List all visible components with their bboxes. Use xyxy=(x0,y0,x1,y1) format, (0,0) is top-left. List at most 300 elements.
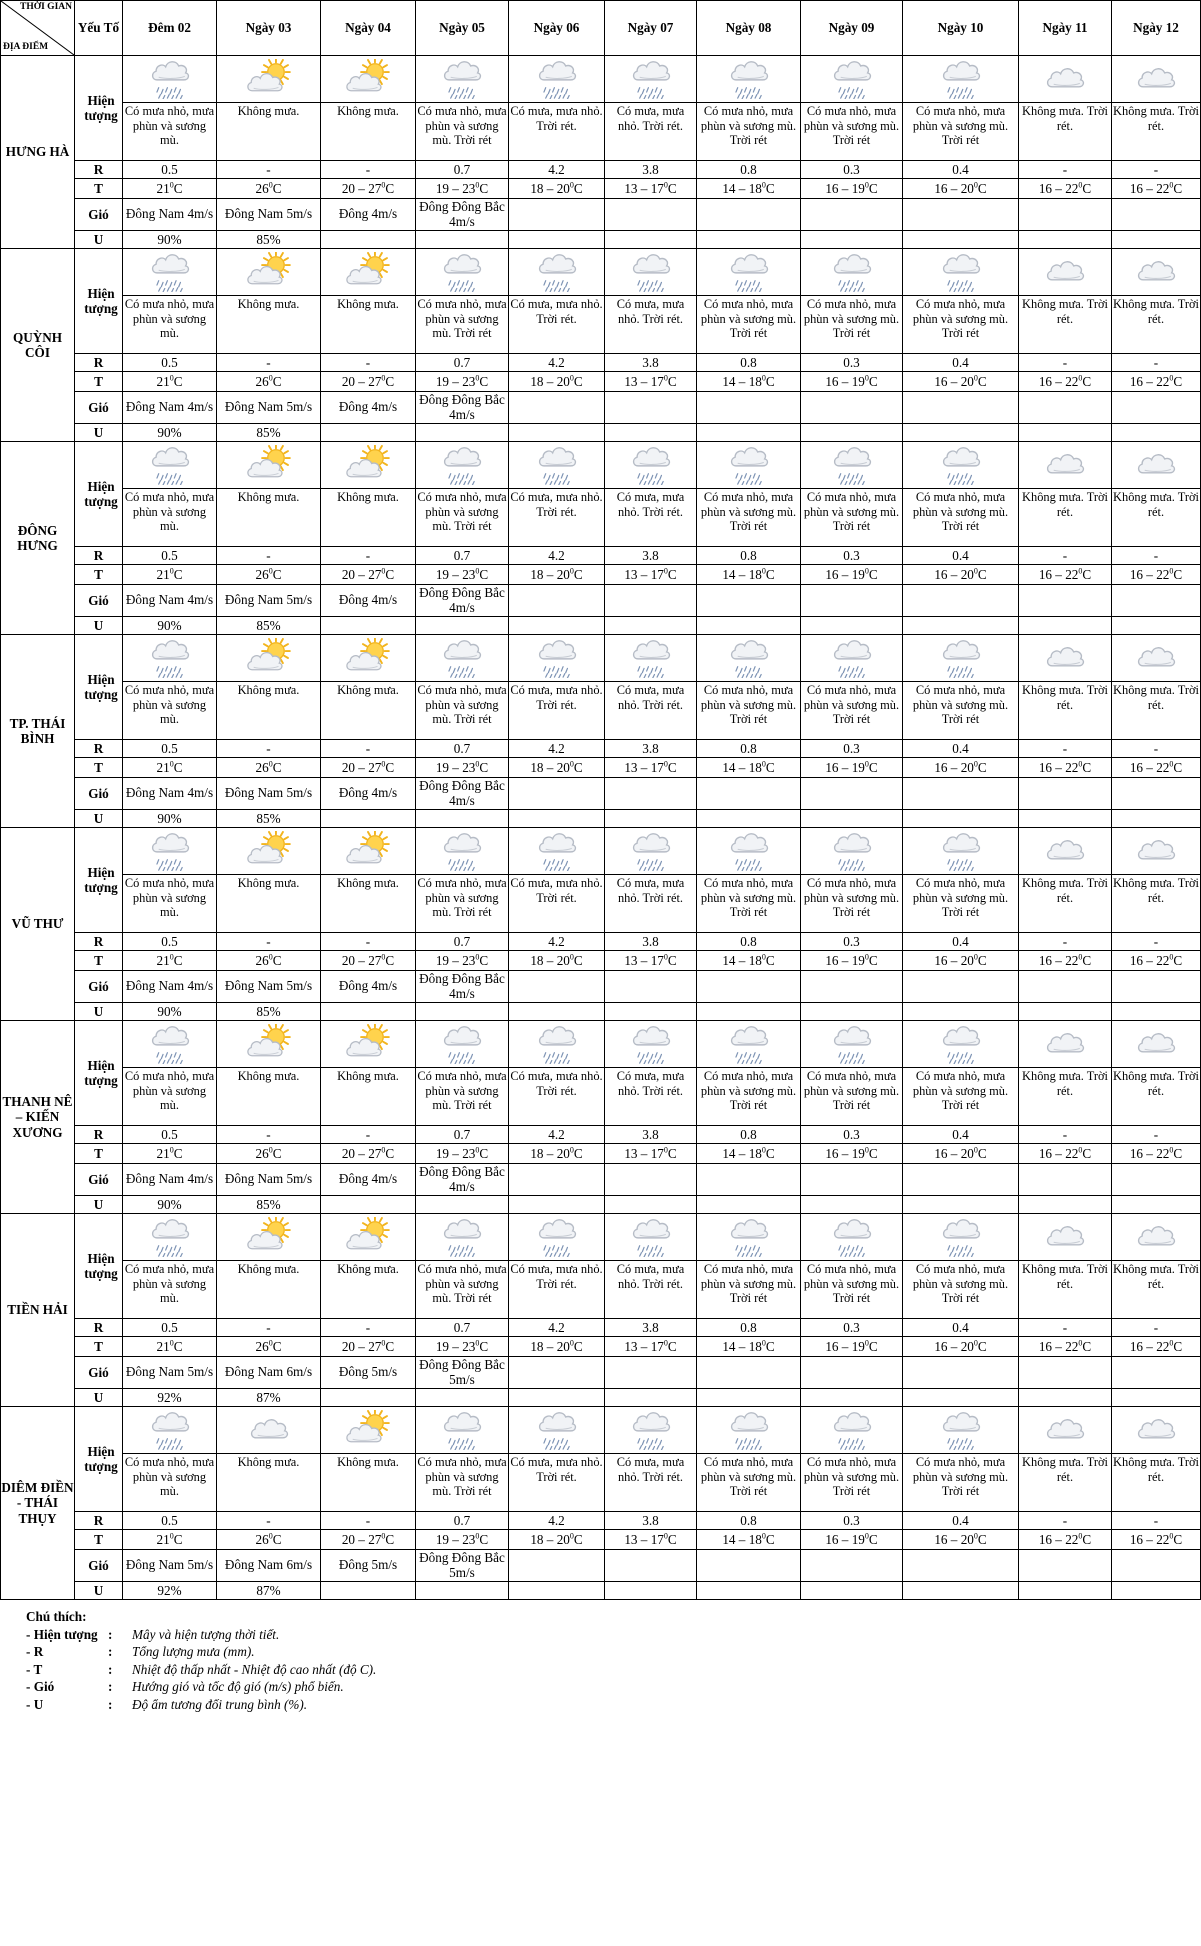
temp-value: 14 – 18 xyxy=(722,1531,762,1547)
description-cell: Không mưa. xyxy=(217,875,321,933)
label-t: T xyxy=(75,372,123,392)
degree-sign: 0 xyxy=(1078,180,1083,190)
temp-value: 21 xyxy=(156,759,170,775)
temp-cell xyxy=(321,372,416,392)
weather-cell xyxy=(321,249,416,296)
description-cell: Có mưa nhỏ, mưa phùn và sương mù. xyxy=(123,103,217,161)
humidity-row xyxy=(1,231,1201,249)
temp-value: 19 – 23 xyxy=(435,1145,476,1161)
rain-cell: 0.5 xyxy=(123,933,217,951)
temp-unit: C xyxy=(977,180,987,196)
temp-unit: C xyxy=(479,180,489,196)
temp-cell xyxy=(1019,758,1112,778)
temp-unit: C xyxy=(385,373,395,389)
temp-value: 16 – 20 xyxy=(934,373,974,389)
temp-value: 13 – 17 xyxy=(624,1531,664,1547)
wind-cell: Đông Đông Bắc 4m/s xyxy=(416,971,509,1003)
humidity-cell xyxy=(1019,1003,1112,1021)
temp-unit: C xyxy=(173,373,183,389)
rain-cloud-icon xyxy=(697,1217,800,1257)
weather-cell xyxy=(217,56,321,103)
rain-cell: - xyxy=(321,161,416,179)
humidity-cell: 85% xyxy=(217,231,321,249)
description-cell: Có mưa nhỏ, mưa phùn và sương mù. Trời rét xyxy=(801,1261,903,1319)
temp-cell xyxy=(903,951,1019,971)
weather-cell xyxy=(217,635,321,682)
temp-unit: C xyxy=(667,1338,677,1354)
weather-cell xyxy=(697,1021,801,1068)
weather-cell xyxy=(509,442,605,489)
note-key: - Hiện tượng xyxy=(26,1626,98,1642)
degree-sign: 0 xyxy=(381,373,386,383)
rain-cell: 3.8 xyxy=(605,161,697,179)
humidity-cell xyxy=(903,231,1019,249)
rain-cell: - xyxy=(217,1512,321,1530)
temp-value: 26 xyxy=(255,1145,269,1161)
rain-cloud-icon xyxy=(903,638,1018,678)
humidity-cell xyxy=(605,1389,697,1407)
humidity-cell xyxy=(697,424,801,442)
day-header: Đêm 02 xyxy=(123,1,217,56)
degree-sign: 0 xyxy=(864,952,869,962)
partly-sunny-icon xyxy=(321,1024,415,1064)
degree-sign: 0 xyxy=(973,180,978,190)
degree-sign: 0 xyxy=(169,952,174,962)
degree-sign: 0 xyxy=(663,373,668,383)
description-cell: Có mưa nhỏ, mưa phùn và sương mù. Trời rét xyxy=(801,489,903,547)
degree-sign: 0 xyxy=(381,1145,386,1155)
wind-cell xyxy=(903,971,1019,1003)
humidity-cell xyxy=(801,1003,903,1021)
rain-cell: - xyxy=(321,1512,416,1530)
cloudy-icon xyxy=(1019,59,1111,99)
rain-row xyxy=(1,1126,1201,1144)
degree-sign: 0 xyxy=(663,1145,668,1155)
temp-unit: C xyxy=(385,566,395,582)
wind-cell: Đông Nam 4m/s xyxy=(123,778,217,810)
location-icon-row xyxy=(1,1021,1201,1068)
description-cell: Có mưa nhỏ, mưa phùn và sương mù. Trời rét xyxy=(416,103,509,161)
rain-cell: 0.3 xyxy=(801,1319,903,1337)
temp-unit: C xyxy=(977,373,987,389)
temp-unit: C xyxy=(868,180,878,196)
degree-sign: 0 xyxy=(569,180,574,190)
rain-cell: 4.2 xyxy=(509,1319,605,1337)
description-cell: Có mưa nhỏ, mưa phùn và sương mù. Trời rét xyxy=(416,682,509,740)
temp-cell xyxy=(416,1337,509,1357)
temp-value: 16 – 20 xyxy=(934,1145,974,1161)
temp-unit: C xyxy=(1173,566,1183,582)
rain-cell: 0.7 xyxy=(416,1512,509,1530)
humidity-cell: 85% xyxy=(217,1196,321,1214)
degree-sign: 0 xyxy=(864,1145,869,1155)
humidity-cell xyxy=(321,1582,416,1600)
cloudy-icon xyxy=(1112,59,1200,99)
degree-sign: 0 xyxy=(475,1338,480,1348)
day-header: Ngày 09 xyxy=(801,1,903,56)
description-cell: Có mưa nhỏ, mưa phùn và sương mù. Trời rét xyxy=(416,1068,509,1126)
temp-value: 16 – 22 xyxy=(1129,1145,1170,1161)
note-text: Nhiệt độ thấp nhất - Nhiệt độ cao nhất (độ C). xyxy=(132,1661,377,1677)
temp-value: 26 xyxy=(255,1338,269,1354)
wind-cell xyxy=(1019,1550,1112,1582)
temp-cell xyxy=(697,951,801,971)
weather-cell xyxy=(416,442,509,489)
temp-unit: C xyxy=(479,1145,489,1161)
label-hien-tuong: Hiện tượng xyxy=(75,828,123,933)
description-cell: Có mưa nhỏ, mưa phùn và sương mù. Trời rét xyxy=(697,1454,801,1512)
rain-cell: - xyxy=(1112,161,1201,179)
temp-value: 14 – 18 xyxy=(722,952,762,968)
temp-cell xyxy=(697,758,801,778)
wind-cell: Đông Đông Bắc 4m/s xyxy=(416,778,509,810)
rain-cloud-icon xyxy=(801,831,902,871)
temp-value: 16 – 19 xyxy=(825,180,865,196)
weather-cell xyxy=(509,56,605,103)
wind-cell xyxy=(509,585,605,617)
cloudy-icon xyxy=(217,1410,320,1450)
wind-cell xyxy=(1019,585,1112,617)
temp-value: 20 – 27 xyxy=(341,1338,382,1354)
degree-sign: 0 xyxy=(475,373,480,383)
temp-value: 16 – 20 xyxy=(934,566,974,582)
description-cell: Không mưa. Trời rét. xyxy=(1019,296,1112,354)
temp-value: 18 – 20 xyxy=(530,373,570,389)
note-item xyxy=(26,1661,1201,1679)
day-header: Ngày 08 xyxy=(697,1,801,56)
wind-cell xyxy=(1019,1357,1112,1389)
rain-row xyxy=(1,1512,1201,1530)
wind-cell: Đông 4m/s xyxy=(321,199,416,231)
rain-cell: - xyxy=(217,1126,321,1144)
weather-cell xyxy=(217,442,321,489)
description-cell: Có mưa nhỏ, mưa phùn và sương mù. xyxy=(123,682,217,740)
temp-cell xyxy=(321,951,416,971)
temp-cell xyxy=(509,372,605,392)
weather-cell xyxy=(1019,249,1112,296)
location-desc-row xyxy=(1,875,1201,933)
weather-cell xyxy=(1112,1407,1201,1454)
temp-value: 19 – 23 xyxy=(435,180,476,196)
degree-sign: 0 xyxy=(569,759,574,769)
humidity-cell xyxy=(509,1003,605,1021)
temp-unit: C xyxy=(573,1531,583,1547)
degree-sign: 0 xyxy=(973,566,978,576)
temp-cell xyxy=(697,372,801,392)
degree-sign: 0 xyxy=(761,566,766,576)
wind-cell xyxy=(605,971,697,1003)
description-cell: Không mưa. xyxy=(321,103,416,161)
notes-list xyxy=(26,1626,1201,1714)
rain-cloud-icon xyxy=(416,252,508,292)
temp-unit: C xyxy=(977,1145,987,1161)
location-desc-row xyxy=(1,1261,1201,1319)
wind-cell: Đông Đông Bắc 4m/s xyxy=(416,1164,509,1196)
label-hien-tuong: Hiện tượng xyxy=(75,1407,123,1512)
description-cell: Không mưa. xyxy=(321,1454,416,1512)
weather-cell xyxy=(416,249,509,296)
humidity-cell xyxy=(509,1389,605,1407)
label-hien-tuong: Hiện tượng xyxy=(75,442,123,547)
temp-row xyxy=(1,1530,1201,1550)
weather-cell xyxy=(605,828,697,875)
day-header: Ngày 03 xyxy=(217,1,321,56)
note-key: - T xyxy=(26,1661,43,1677)
temp-value: 16 – 22 xyxy=(1129,952,1170,968)
temp-row xyxy=(1,565,1201,585)
temp-cell xyxy=(605,1337,697,1357)
rain-cloud-icon xyxy=(123,1217,216,1257)
weather-cell xyxy=(123,249,217,296)
partly-sunny-icon xyxy=(217,1217,320,1257)
description-cell: Không mưa. xyxy=(321,1261,416,1319)
temp-value: 16 – 22 xyxy=(1129,1531,1170,1547)
weather-cell xyxy=(509,1021,605,1068)
temp-value: 16 – 19 xyxy=(825,759,865,775)
wind-cell: Đông Nam 5m/s xyxy=(217,971,321,1003)
temp-cell xyxy=(509,565,605,585)
description-cell: Không mưa. Trời rét. xyxy=(1112,296,1201,354)
rain-cell: - xyxy=(321,1126,416,1144)
degree-sign: 0 xyxy=(864,566,869,576)
weather-cell xyxy=(509,635,605,682)
rain-cell: - xyxy=(1112,740,1201,758)
temp-unit: C xyxy=(1082,952,1092,968)
weather-cell xyxy=(416,1214,509,1261)
rain-cloud-icon xyxy=(416,445,508,485)
temp-cell xyxy=(697,1530,801,1550)
wind-cell: Đông Nam 5m/s xyxy=(217,778,321,810)
description-cell: Không mưa. xyxy=(217,1454,321,1512)
degree-sign: 0 xyxy=(268,1145,273,1155)
corner-time-label: THỜI GIAN xyxy=(20,2,72,12)
wind-cell xyxy=(801,199,903,231)
temp-row xyxy=(1,758,1201,778)
temp-value: 13 – 17 xyxy=(624,566,664,582)
humidity-cell xyxy=(416,1389,509,1407)
description-cell: Có mưa, mưa nhỏ. Trời rét. xyxy=(605,1261,697,1319)
rain-cloud-icon xyxy=(416,831,508,871)
description-cell: Có mưa nhỏ, mưa phùn và sương mù. xyxy=(123,1068,217,1126)
temp-cell xyxy=(416,951,509,971)
degree-sign: 0 xyxy=(864,1338,869,1348)
humidity-cell xyxy=(1112,810,1201,828)
label-r: R xyxy=(75,161,123,179)
degree-sign: 0 xyxy=(569,1338,574,1348)
temp-cell xyxy=(605,179,697,199)
rain-cloud-icon xyxy=(509,638,604,678)
note-item xyxy=(26,1696,1201,1714)
rain-row xyxy=(1,740,1201,758)
temp-cell xyxy=(416,1530,509,1550)
temp-value: 14 – 18 xyxy=(722,373,762,389)
temp-value: 13 – 17 xyxy=(624,373,664,389)
description-cell: Không mưa. xyxy=(321,1068,416,1126)
weather-cell xyxy=(801,1214,903,1261)
temp-cell xyxy=(509,1337,605,1357)
rain-row xyxy=(1,354,1201,372)
temp-value: 19 – 23 xyxy=(435,566,476,582)
degree-sign: 0 xyxy=(761,1338,766,1348)
description-cell: Có mưa nhỏ, mưa phùn và sương mù. Trời rét xyxy=(903,1454,1019,1512)
humidity-cell xyxy=(509,1582,605,1600)
wind-cell xyxy=(509,778,605,810)
temp-cell xyxy=(801,1530,903,1550)
wind-cell xyxy=(801,971,903,1003)
weather-cell xyxy=(321,1214,416,1261)
temp-cell xyxy=(1112,372,1201,392)
wind-cell xyxy=(509,1357,605,1389)
degree-sign: 0 xyxy=(1169,1338,1174,1348)
description-cell: Không mưa. Trời rét. xyxy=(1019,1454,1112,1512)
humidity-cell xyxy=(605,1003,697,1021)
humidity-cell xyxy=(801,617,903,635)
wind-row xyxy=(1,1550,1201,1582)
rain-cloud-icon xyxy=(801,252,902,292)
weather-cell xyxy=(123,1407,217,1454)
temp-unit: C xyxy=(765,373,775,389)
location-name: THANH NÊ – KIẾN XƯƠNG xyxy=(1,1021,75,1214)
location-name: TIỀN HẢI xyxy=(1,1214,75,1407)
temp-unit: C xyxy=(479,1531,489,1547)
rain-cloud-icon xyxy=(416,1410,508,1450)
temp-cell xyxy=(416,1144,509,1164)
weather-cell xyxy=(1112,1214,1201,1261)
rain-cell: 3.8 xyxy=(605,933,697,951)
humidity-cell xyxy=(1019,1196,1112,1214)
wind-cell xyxy=(903,1357,1019,1389)
wind-cell xyxy=(509,971,605,1003)
description-cell: Có mưa nhỏ, mưa phùn và sương mù. Trời rét xyxy=(903,875,1019,933)
weather-cell xyxy=(903,442,1019,489)
wind-cell xyxy=(903,199,1019,231)
rain-cell: 0.3 xyxy=(801,547,903,565)
wind-cell xyxy=(697,1357,801,1389)
humidity-row xyxy=(1,1003,1201,1021)
temp-row xyxy=(1,1144,1201,1164)
rain-cell: 0.4 xyxy=(903,1512,1019,1530)
temp-cell xyxy=(1019,1530,1112,1550)
description-cell: Không mưa. Trời rét. xyxy=(1019,489,1112,547)
rain-cell: 0.7 xyxy=(416,933,509,951)
weather-cell xyxy=(605,1214,697,1261)
humidity-cell xyxy=(903,617,1019,635)
description-cell: Không mưa. Trời rét. xyxy=(1112,1454,1201,1512)
degree-sign: 0 xyxy=(381,180,386,190)
temp-value: 16 – 19 xyxy=(825,1338,865,1354)
humidity-cell xyxy=(321,1196,416,1214)
degree-sign: 0 xyxy=(1078,1531,1083,1541)
humidity-cell xyxy=(1019,810,1112,828)
cloudy-icon xyxy=(1019,252,1111,292)
rain-cell: 4.2 xyxy=(509,354,605,372)
temp-value: 16 – 22 xyxy=(1129,759,1170,775)
partly-sunny-icon xyxy=(217,1024,320,1064)
description-cell: Có mưa, mưa nhỏ. Trời rét. xyxy=(605,103,697,161)
wind-cell: Đông 4m/s xyxy=(321,778,416,810)
cloudy-icon xyxy=(1112,1024,1200,1064)
humidity-cell xyxy=(903,1582,1019,1600)
temp-value: 26 xyxy=(255,566,269,582)
degree-sign: 0 xyxy=(268,373,273,383)
temp-value: 20 – 27 xyxy=(341,759,382,775)
humidity-cell xyxy=(1019,617,1112,635)
degree-sign: 0 xyxy=(169,1145,174,1155)
label-gio: Gió xyxy=(75,778,123,810)
humidity-cell xyxy=(903,1389,1019,1407)
wind-cell xyxy=(903,1550,1019,1582)
label-gio: Gió xyxy=(75,585,123,617)
notes-title: Chú thích: xyxy=(26,1609,87,1624)
humidity-cell xyxy=(605,810,697,828)
partly-sunny-icon xyxy=(217,831,320,871)
humidity-cell xyxy=(801,1196,903,1214)
temp-unit: C xyxy=(667,1145,677,1161)
description-cell: Có mưa nhỏ, mưa phùn và sương mù. Trời rét xyxy=(903,489,1019,547)
rain-cloud-icon xyxy=(605,638,696,678)
rain-cloud-icon xyxy=(123,59,216,99)
humidity-cell: 90% xyxy=(123,231,217,249)
temp-cell xyxy=(416,179,509,199)
temp-unit: C xyxy=(1173,1531,1183,1547)
wind-cell: Đông 5m/s xyxy=(321,1550,416,1582)
temp-unit: C xyxy=(272,180,282,196)
note-colon: : xyxy=(108,1661,113,1677)
humidity-cell: 92% xyxy=(123,1389,217,1407)
humidity-cell xyxy=(697,231,801,249)
degree-sign: 0 xyxy=(973,759,978,769)
description-cell: Có mưa nhỏ, mưa phùn và sương mù. Trời rét xyxy=(903,1068,1019,1126)
location-icon-row xyxy=(1,828,1201,875)
description-cell: Không mưa. Trời rét. xyxy=(1019,875,1112,933)
wind-cell xyxy=(903,1164,1019,1196)
temp-cell xyxy=(123,1337,217,1357)
description-cell: Không mưa. Trời rét. xyxy=(1112,875,1201,933)
temp-unit: C xyxy=(272,1145,282,1161)
wind-cell: Đông 4m/s xyxy=(321,585,416,617)
humidity-cell xyxy=(801,231,903,249)
cloudy-icon xyxy=(1112,1410,1200,1450)
rain-cell: - xyxy=(1112,1512,1201,1530)
wind-cell xyxy=(605,1164,697,1196)
degree-sign: 0 xyxy=(663,759,668,769)
humidity-cell xyxy=(697,1582,801,1600)
temp-value: 21 xyxy=(156,952,170,968)
temp-cell xyxy=(123,565,217,585)
rain-cell: 3.8 xyxy=(605,1512,697,1530)
humidity-cell xyxy=(697,810,801,828)
description-cell: Không mưa. Trời rét. xyxy=(1019,682,1112,740)
humidity-cell xyxy=(509,1196,605,1214)
cloudy-icon xyxy=(1019,1410,1111,1450)
rain-cell: - xyxy=(1112,1319,1201,1337)
temp-value: 16 – 20 xyxy=(934,1531,974,1547)
wind-row xyxy=(1,1164,1201,1196)
humidity-cell xyxy=(801,1582,903,1600)
rain-cell: - xyxy=(1019,740,1112,758)
humidity-cell: 90% xyxy=(123,810,217,828)
degree-sign: 0 xyxy=(663,1531,668,1541)
degree-sign: 0 xyxy=(973,373,978,383)
rain-cloud-icon xyxy=(123,445,216,485)
humidity-cell xyxy=(1112,424,1201,442)
temp-cell xyxy=(801,1337,903,1357)
degree-sign: 0 xyxy=(1169,180,1174,190)
wind-cell xyxy=(1112,1164,1201,1196)
label-t: T xyxy=(75,1530,123,1550)
rain-cloud-icon xyxy=(903,59,1018,99)
humidity-cell xyxy=(1112,1582,1201,1600)
